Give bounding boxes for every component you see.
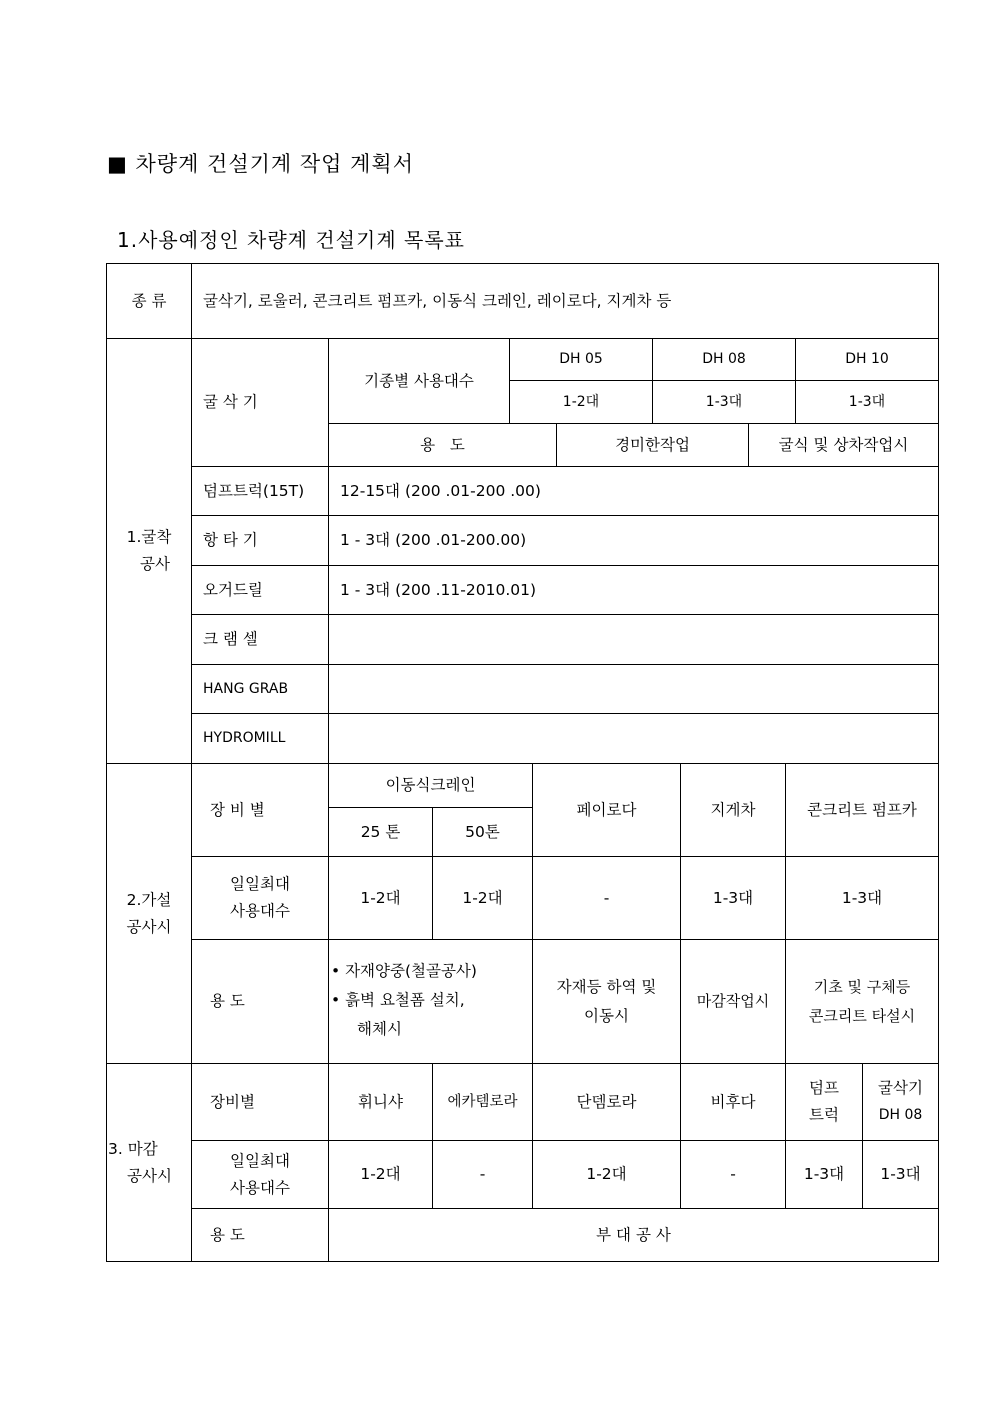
tandem-roller-header: 단뎀로라 [576,1092,637,1111]
sec3-equip-label: 장비별 [210,1092,255,1111]
usage-pump-line1: 기초 및 구체등 [813,977,911,996]
mobile-crane-header: 이동식크레인 [385,776,476,794]
hang-grab-label: HANG GRAB [203,680,289,697]
sec3-usage-label: 용 도 [210,1225,245,1244]
section3-label-line1: 3. 마감 [108,1139,158,1158]
daily-macadam: - [479,1165,486,1183]
usage-pump-line2: 콘크리트 타설시 [808,1006,916,1025]
backhoe-header: 비후다 [710,1092,756,1111]
macadam-roller-header: 에카템로라 [447,1093,518,1110]
finisher-header: 휘니샤 [358,1092,403,1111]
usage-forklift: 마감작업시 [696,992,770,1010]
daily-crane-50t: 1-2대 [462,888,503,907]
concrete-pump-header: 콘크리트 펌프카 [807,800,917,819]
dump-truck-header [786,1064,862,1140]
forklift-header: 지게차 [710,800,756,819]
sec3-daily-label-line1: 일일최대 [230,1151,290,1170]
pile-driver-label: 항 타 기 [203,531,258,549]
document-title: ■ 차량계 건설기계 작업 계획서 [107,152,414,176]
usage-crane-line1: • 자재양중(철골공사) [331,962,477,980]
section1-label [107,339,191,763]
usage-crane [331,957,477,1044]
excavator-dh08-line2: DH 08 [878,1107,923,1123]
per-model-label: 기종별 사용대수 [364,371,474,390]
model-dh10: DH 10 [845,351,889,367]
crane-50t-header: 50톤 [465,822,500,841]
daily-forklift: 1-3대 [712,888,754,907]
kind-value: 굴삭기, 로울러, 콘크리트 펌프카, 이동식 크레인, 레이로다, 지게차 등 [203,291,672,310]
payloader-header: 페이로다 [576,800,637,819]
sec3-daily-label [192,1141,328,1208]
model-dh05: DH 05 [559,351,603,367]
dump-truck-header-line2: 트럭 [809,1106,839,1124]
usage-payloader-line2: 이동시 [584,1006,629,1025]
section3-label-line2: 공사시 [127,1166,172,1185]
excavator-usage-heavy: 굴식 및 상차작업시 [778,435,909,454]
sec2-usage-label: 용 도 [210,992,245,1010]
section1-label-line2: 공사 [140,555,170,573]
sec2-daily-label-line1: 일일최대 [230,875,290,893]
hydromill-label: HYDROMILL [203,730,286,746]
auger-drill-label: 오거드릴 [203,580,263,599]
section3-label [107,1064,191,1261]
excavator-dh08-line1: 굴삭기 [878,1079,923,1097]
count-dh10: 1-3대 [848,393,886,410]
daily-backhoe: - [730,1165,736,1183]
crane-25t-header: 25 톤 [360,822,401,841]
sec3-daily-label-line2: 사용대수 [230,1178,290,1197]
daily-payloader: - [603,888,610,907]
section-subtitle: 1.사용예정인 차량계 건설기계 목록표 [117,228,465,252]
clamshell-label: 크 램 셀 [203,630,258,648]
usage-crane-line3: 해체시 [357,1020,402,1038]
sec2-daily-label-line2: 사용대수 [230,902,290,920]
table-border-bottom [106,1261,939,1262]
pile-driver-value: 1 - 3대 (200 .01-200.00) [340,531,527,549]
kind-label: 종 류 [131,291,167,310]
daily-finisher: 1-2대 [360,1165,401,1183]
section2-label-line1: 2.가설 [126,890,172,909]
section2-label [107,764,191,1063]
excavator-usage-light: 경미한작업 [615,435,690,454]
dump-truck-value: 12-15대 (200 .01-200 .00) [340,481,541,500]
sec3-usage-value: 부 대 공 사 [596,1225,671,1244]
excavator-label: 굴 삭 기 [203,393,258,411]
sec2-equip-label: 장 비 별 [210,800,265,819]
usage-payloader [533,940,680,1063]
usage-crane-line2: • 흙벽 요철폼 설치, [331,991,465,1009]
dump-truck-header-line1: 덤프 [809,1079,839,1097]
usage-concrete-pump [786,940,938,1063]
hang-grab-value [329,665,938,713]
daily-dump-truck: 1-3대 [803,1165,845,1183]
section1-label-line1: 1.굴착 [126,528,172,546]
count-dh08: 1-3대 [705,393,743,410]
section2-label-line2: 공사시 [126,917,172,936]
hydromill-value [329,714,938,763]
dump-truck-label: 덤프트럭(15T) [203,481,305,500]
clamshell-value [329,615,938,664]
count-dh05: 1-2대 [562,393,600,410]
excavator-usage-label: 용 도 [420,435,465,454]
daily-concrete-pump: 1-3대 [841,888,883,907]
daily-crane-25t: 1-2대 [360,888,401,907]
auger-drill-value: 1 - 3대 (200 .11-2010.01) [340,580,537,599]
excavator-dh08-header [863,1064,938,1140]
daily-excavator-dh08: 1-3대 [880,1165,921,1183]
sec2-daily-label [192,857,328,939]
daily-tandem: 1-2대 [586,1165,627,1183]
model-dh08: DH 08 [702,351,746,367]
usage-payloader-line1: 자재등 하역 및 [556,977,657,996]
